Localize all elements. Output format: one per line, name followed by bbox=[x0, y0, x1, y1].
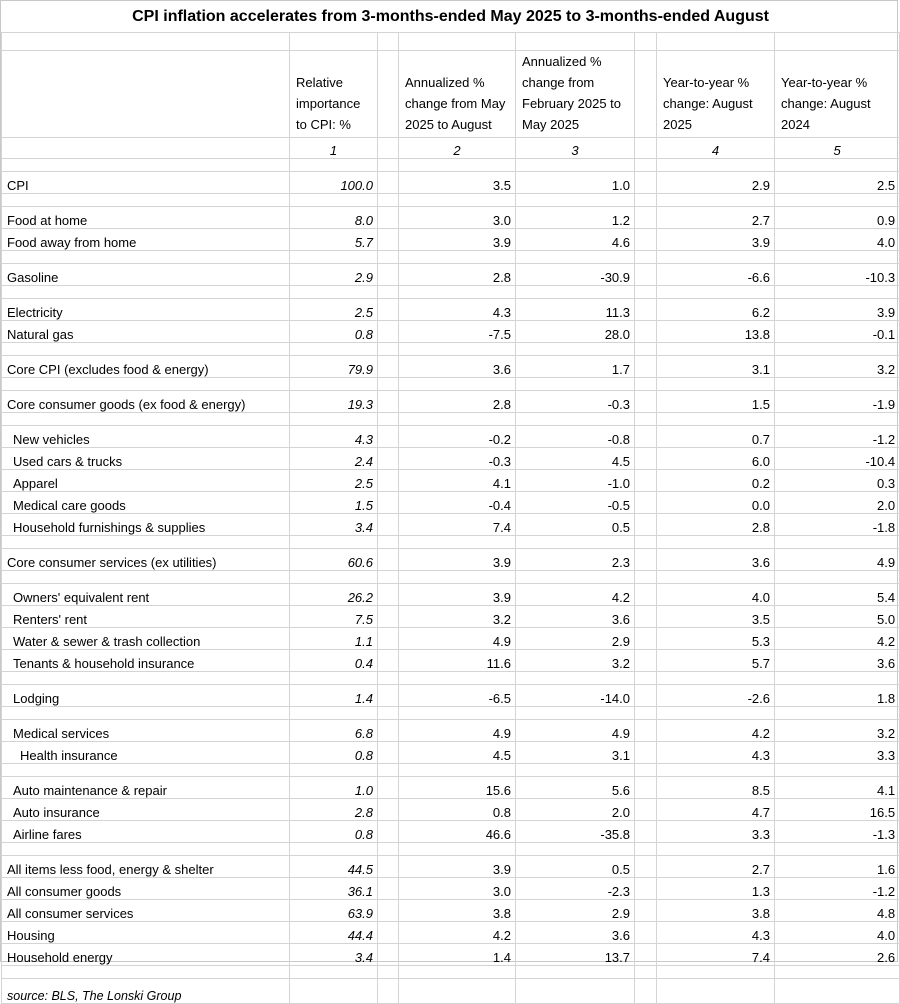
yoy-aug-2025-cell: 6.0 bbox=[657, 448, 775, 470]
annualized-feb-may-cell: 4.5 bbox=[516, 448, 635, 470]
yoy-aug-2025-cell: -6.6 bbox=[657, 264, 775, 286]
relative-importance-cell: 1.4 bbox=[290, 685, 378, 707]
yoy-aug-2024-cell: 4.0 bbox=[775, 229, 900, 251]
yoy-aug-2024-cell: 2.0 bbox=[775, 492, 900, 514]
relative-importance-cell: 4.3 bbox=[290, 426, 378, 448]
row-label: CPI bbox=[2, 172, 290, 194]
relative-importance-cell: 6.8 bbox=[290, 720, 378, 742]
annualized-may-aug-cell: 11.6 bbox=[399, 650, 516, 672]
yoy-aug-2024-cell: 0.9 bbox=[775, 207, 900, 229]
table-row bbox=[2, 742, 900, 764]
spacer-row bbox=[2, 413, 900, 426]
relative-importance-cell: 26.2 bbox=[290, 584, 378, 606]
annualized-feb-may-cell: -14.0 bbox=[516, 685, 635, 707]
annualized-feb-may-cell: 4.9 bbox=[516, 720, 635, 742]
yoy-aug-2025-cell: 6.2 bbox=[657, 299, 775, 321]
column-number: 2 bbox=[399, 138, 516, 159]
table-row bbox=[2, 514, 900, 536]
annualized-may-aug-cell: 3.0 bbox=[399, 207, 516, 229]
yoy-aug-2024-cell: -1.8 bbox=[775, 514, 900, 536]
row-label: Tenants & household insurance bbox=[2, 650, 290, 672]
relative-importance-cell: 44.4 bbox=[290, 922, 378, 944]
annualized-feb-may-cell: 1.0 bbox=[516, 172, 635, 194]
table-row bbox=[2, 229, 900, 251]
annualized-may-aug-cell: 3.2 bbox=[399, 606, 516, 628]
table-row bbox=[2, 856, 900, 878]
yoy-aug-2024-cell: 1.8 bbox=[775, 685, 900, 707]
annualized-feb-may-cell: 11.3 bbox=[516, 299, 635, 321]
annualized-feb-may-cell: 5.6 bbox=[516, 777, 635, 799]
annualized-may-aug-cell: -7.5 bbox=[399, 321, 516, 343]
yoy-aug-2024-cell: 3.6 bbox=[775, 650, 900, 672]
title-row bbox=[2, 1, 900, 33]
row-label: All consumer goods bbox=[2, 878, 290, 900]
yoy-aug-2024-cell: 3.2 bbox=[775, 720, 900, 742]
relative-importance-cell: 60.6 bbox=[290, 549, 378, 571]
relative-importance-cell: 63.9 bbox=[290, 900, 378, 922]
annualized-may-aug-cell: 2.8 bbox=[399, 391, 516, 413]
source-row bbox=[2, 979, 900, 1004]
yoy-aug-2024-cell: 3.3 bbox=[775, 742, 900, 764]
spacer-row bbox=[2, 571, 900, 584]
relative-importance-cell: 44.5 bbox=[290, 856, 378, 878]
relative-importance-cell: 8.0 bbox=[290, 207, 378, 229]
yoy-aug-2025-cell: 3.5 bbox=[657, 606, 775, 628]
annualized-may-aug-cell: 2.8 bbox=[399, 264, 516, 286]
header-yoy-aug-2025: Year-to-year % change: August 2025 bbox=[657, 51, 775, 138]
annualized-feb-may-cell: 3.2 bbox=[516, 650, 635, 672]
annualized-may-aug-cell: 3.5 bbox=[399, 172, 516, 194]
annualized-feb-may-cell: -0.3 bbox=[516, 391, 635, 413]
yoy-aug-2025-cell: 2.9 bbox=[657, 172, 775, 194]
annualized-may-aug-cell: 4.9 bbox=[399, 720, 516, 742]
annualized-may-aug-cell: 3.9 bbox=[399, 229, 516, 251]
annualized-feb-may-cell: 1.7 bbox=[516, 356, 635, 378]
table-row bbox=[2, 264, 900, 286]
row-label: Medical services bbox=[2, 720, 290, 742]
yoy-aug-2024-cell: 2.6 bbox=[775, 944, 900, 966]
yoy-aug-2025-cell: 4.0 bbox=[657, 584, 775, 606]
annualized-feb-may-cell: 13.7 bbox=[516, 944, 635, 966]
table-row bbox=[2, 492, 900, 514]
column-number: 1 bbox=[290, 138, 378, 159]
annualized-may-aug-cell: 3.0 bbox=[399, 878, 516, 900]
table-row bbox=[2, 207, 900, 229]
source-note: source: BLS, The Lonski Group bbox=[2, 979, 290, 1004]
spacer-row bbox=[2, 966, 900, 979]
annualized-may-aug-cell: 4.2 bbox=[399, 922, 516, 944]
yoy-aug-2024-cell: 3.9 bbox=[775, 299, 900, 321]
yoy-aug-2025-cell: 2.7 bbox=[657, 207, 775, 229]
relative-importance-cell: 2.9 bbox=[290, 264, 378, 286]
spacer-row bbox=[2, 843, 900, 856]
relative-importance-cell: 1.0 bbox=[290, 777, 378, 799]
column-number: 4 bbox=[657, 138, 775, 159]
table-row bbox=[2, 606, 900, 628]
relative-importance-cell: 1.1 bbox=[290, 628, 378, 650]
yoy-aug-2024-cell: 4.2 bbox=[775, 628, 900, 650]
table-row bbox=[2, 172, 900, 194]
table-row bbox=[2, 900, 900, 922]
row-label: Natural gas bbox=[2, 321, 290, 343]
table-row bbox=[2, 685, 900, 707]
yoy-aug-2024-cell: 5.0 bbox=[775, 606, 900, 628]
yoy-aug-2024-cell: -1.3 bbox=[775, 821, 900, 843]
spacer-row bbox=[2, 536, 900, 549]
annualized-feb-may-cell: 3.6 bbox=[516, 606, 635, 628]
annualized-feb-may-cell: -2.3 bbox=[516, 878, 635, 900]
table-row bbox=[2, 448, 900, 470]
blank-row bbox=[2, 33, 900, 51]
annualized-may-aug-cell: 46.6 bbox=[399, 821, 516, 843]
annualized-feb-may-cell: 2.9 bbox=[516, 900, 635, 922]
spacer-row bbox=[2, 764, 900, 777]
annualized-feb-may-cell: -30.9 bbox=[516, 264, 635, 286]
row-label: Electricity bbox=[2, 299, 290, 321]
row-label: Water & sewer & trash collection bbox=[2, 628, 290, 650]
spacer-row bbox=[2, 159, 900, 172]
annualized-feb-may-cell: -1.0 bbox=[516, 470, 635, 492]
yoy-aug-2024-cell: 5.4 bbox=[775, 584, 900, 606]
header-annualized-may-aug: Annualized % change from May 2025 to August bbox=[399, 51, 516, 138]
yoy-aug-2025-cell: 1.3 bbox=[657, 878, 775, 900]
annualized-feb-may-cell: 2.3 bbox=[516, 549, 635, 571]
header-relative-importance: Relative importance to CPI: % bbox=[290, 51, 378, 138]
relative-importance-cell: 2.5 bbox=[290, 299, 378, 321]
table-row bbox=[2, 628, 900, 650]
table-row bbox=[2, 391, 900, 413]
yoy-aug-2024-cell: 4.0 bbox=[775, 922, 900, 944]
table-row bbox=[2, 821, 900, 843]
annualized-feb-may-cell: -35.8 bbox=[516, 821, 635, 843]
yoy-aug-2024-cell: -1.9 bbox=[775, 391, 900, 413]
annualized-may-aug-cell: 3.6 bbox=[399, 356, 516, 378]
spacer-row bbox=[2, 378, 900, 391]
relative-importance-cell: 2.5 bbox=[290, 470, 378, 492]
annualized-feb-may-cell: 3.6 bbox=[516, 922, 635, 944]
relative-importance-cell: 3.4 bbox=[290, 944, 378, 966]
annualized-may-aug-cell: 1.4 bbox=[399, 944, 516, 966]
table-row bbox=[2, 777, 900, 799]
row-label: Core CPI (excludes food & energy) bbox=[2, 356, 290, 378]
yoy-aug-2025-cell: 0.0 bbox=[657, 492, 775, 514]
header-yoy-aug-2024: Year-to-year % change: August 2024 bbox=[775, 51, 900, 138]
annualized-feb-may-cell: 4.2 bbox=[516, 584, 635, 606]
row-label: All items less food, energy & shelter bbox=[2, 856, 290, 878]
yoy-aug-2024-cell: 3.2 bbox=[775, 356, 900, 378]
table-row bbox=[2, 720, 900, 742]
yoy-aug-2025-cell: 3.6 bbox=[657, 549, 775, 571]
row-label: Renters' rent bbox=[2, 606, 290, 628]
row-label: Medical care goods bbox=[2, 492, 290, 514]
annualized-may-aug-cell: 15.6 bbox=[399, 777, 516, 799]
table-row bbox=[2, 356, 900, 378]
spacer-row bbox=[2, 672, 900, 685]
annualized-feb-may-cell: 28.0 bbox=[516, 321, 635, 343]
table-row bbox=[2, 426, 900, 448]
yoy-aug-2025-cell: 5.7 bbox=[657, 650, 775, 672]
yoy-aug-2025-cell: 7.4 bbox=[657, 944, 775, 966]
relative-importance-cell: 7.5 bbox=[290, 606, 378, 628]
annualized-may-aug-cell: 0.8 bbox=[399, 799, 516, 821]
yoy-aug-2024-cell: 4.1 bbox=[775, 777, 900, 799]
yoy-aug-2024-cell: 4.8 bbox=[775, 900, 900, 922]
yoy-aug-2024-cell: -1.2 bbox=[775, 878, 900, 900]
yoy-aug-2024-cell: -0.1 bbox=[775, 321, 900, 343]
yoy-aug-2025-cell: 0.2 bbox=[657, 470, 775, 492]
yoy-aug-2025-cell: -2.6 bbox=[657, 685, 775, 707]
spacer-row bbox=[2, 194, 900, 207]
spacer-row bbox=[2, 707, 900, 720]
annualized-may-aug-cell: 3.9 bbox=[399, 856, 516, 878]
yoy-aug-2024-cell: 2.5 bbox=[775, 172, 900, 194]
yoy-aug-2024-cell: 16.5 bbox=[775, 799, 900, 821]
table-row bbox=[2, 470, 900, 492]
table-row bbox=[2, 799, 900, 821]
column-number-row bbox=[2, 138, 900, 159]
yoy-aug-2024-cell: -10.4 bbox=[775, 448, 900, 470]
annualized-feb-may-cell: 0.5 bbox=[516, 514, 635, 536]
row-label: Airline fares bbox=[2, 821, 290, 843]
annualized-may-aug-cell: 3.9 bbox=[399, 584, 516, 606]
annualized-may-aug-cell: -6.5 bbox=[399, 685, 516, 707]
annualized-may-aug-cell: 3.8 bbox=[399, 900, 516, 922]
row-label: Household energy bbox=[2, 944, 290, 966]
yoy-aug-2024-cell: 1.6 bbox=[775, 856, 900, 878]
annualized-may-aug-cell: 3.9 bbox=[399, 549, 516, 571]
annualized-feb-may-cell: -0.5 bbox=[516, 492, 635, 514]
annualized-feb-may-cell: 1.2 bbox=[516, 207, 635, 229]
table-row bbox=[2, 549, 900, 571]
annualized-feb-may-cell: 2.0 bbox=[516, 799, 635, 821]
annualized-feb-may-cell: 0.5 bbox=[516, 856, 635, 878]
row-label: Health insurance bbox=[2, 742, 290, 764]
table-row bbox=[2, 944, 900, 966]
relative-importance-cell: 2.4 bbox=[290, 448, 378, 470]
spacer-row bbox=[2, 343, 900, 356]
table-row bbox=[2, 878, 900, 900]
row-label: Food at home bbox=[2, 207, 290, 229]
relative-importance-cell: 5.7 bbox=[290, 229, 378, 251]
table-title: CPI inflation accelerates from 3-months-ended May 2025 to 3-months-ended August bbox=[2, 1, 900, 33]
relative-importance-cell: 0.4 bbox=[290, 650, 378, 672]
row-label: New vehicles bbox=[2, 426, 290, 448]
yoy-aug-2025-cell: 4.3 bbox=[657, 742, 775, 764]
row-label: Lodging bbox=[2, 685, 290, 707]
yoy-aug-2025-cell: 1.5 bbox=[657, 391, 775, 413]
row-label: Apparel bbox=[2, 470, 290, 492]
header-row bbox=[2, 51, 900, 138]
spacer-row bbox=[2, 286, 900, 299]
yoy-aug-2024-cell: -1.2 bbox=[775, 426, 900, 448]
table-row bbox=[2, 650, 900, 672]
annualized-feb-may-cell: 4.6 bbox=[516, 229, 635, 251]
relative-importance-cell: 1.5 bbox=[290, 492, 378, 514]
row-label: Core consumer services (ex utilities) bbox=[2, 549, 290, 571]
yoy-aug-2025-cell: 4.3 bbox=[657, 922, 775, 944]
column-number: 5 bbox=[775, 138, 900, 159]
table-row bbox=[2, 584, 900, 606]
yoy-aug-2025-cell: 2.7 bbox=[657, 856, 775, 878]
row-label: Core consumer goods (ex food & energy) bbox=[2, 391, 290, 413]
row-label: Auto maintenance & repair bbox=[2, 777, 290, 799]
relative-importance-cell: 19.3 bbox=[290, 391, 378, 413]
yoy-aug-2025-cell: 3.1 bbox=[657, 356, 775, 378]
relative-importance-cell: 0.8 bbox=[290, 821, 378, 843]
yoy-aug-2025-cell: 4.7 bbox=[657, 799, 775, 821]
cpi-table bbox=[1, 1, 900, 1004]
yoy-aug-2024-cell: 0.3 bbox=[775, 470, 900, 492]
annualized-feb-may-cell: -0.8 bbox=[516, 426, 635, 448]
yoy-aug-2025-cell: 3.3 bbox=[657, 821, 775, 843]
yoy-aug-2024-cell: -10.3 bbox=[775, 264, 900, 286]
table-row bbox=[2, 299, 900, 321]
annualized-may-aug-cell: 7.4 bbox=[399, 514, 516, 536]
table-row bbox=[2, 321, 900, 343]
annualized-may-aug-cell: -0.4 bbox=[399, 492, 516, 514]
yoy-aug-2025-cell: 8.5 bbox=[657, 777, 775, 799]
annualized-may-aug-cell: -0.3 bbox=[399, 448, 516, 470]
annualized-feb-may-cell: 3.1 bbox=[516, 742, 635, 764]
row-label: Used cars & trucks bbox=[2, 448, 290, 470]
annualized-may-aug-cell: -0.2 bbox=[399, 426, 516, 448]
annualized-may-aug-cell: 4.1 bbox=[399, 470, 516, 492]
yoy-aug-2025-cell: 3.9 bbox=[657, 229, 775, 251]
relative-importance-cell: 36.1 bbox=[290, 878, 378, 900]
row-label: Owners' equivalent rent bbox=[2, 584, 290, 606]
annualized-feb-may-cell: 2.9 bbox=[516, 628, 635, 650]
row-label: Housing bbox=[2, 922, 290, 944]
yoy-aug-2025-cell: 0.7 bbox=[657, 426, 775, 448]
annualized-may-aug-cell: 4.5 bbox=[399, 742, 516, 764]
row-label: All consumer services bbox=[2, 900, 290, 922]
row-label: Household furnishings & supplies bbox=[2, 514, 290, 536]
yoy-aug-2025-cell: 13.8 bbox=[657, 321, 775, 343]
table-row bbox=[2, 922, 900, 944]
row-label: Gasoline bbox=[2, 264, 290, 286]
annualized-may-aug-cell: 4.3 bbox=[399, 299, 516, 321]
relative-importance-cell: 79.9 bbox=[290, 356, 378, 378]
row-label: Food away from home bbox=[2, 229, 290, 251]
spacer-row bbox=[2, 251, 900, 264]
yoy-aug-2025-cell: 5.3 bbox=[657, 628, 775, 650]
column-number: 3 bbox=[516, 138, 635, 159]
relative-importance-cell: 3.4 bbox=[290, 514, 378, 536]
header-annualized-feb-may: Annualized % change from February 2025 to May 2025 bbox=[516, 51, 635, 138]
yoy-aug-2025-cell: 3.8 bbox=[657, 900, 775, 922]
relative-importance-cell: 0.8 bbox=[290, 321, 378, 343]
yoy-aug-2025-cell: 2.8 bbox=[657, 514, 775, 536]
yoy-aug-2025-cell: 4.2 bbox=[657, 720, 775, 742]
relative-importance-cell: 0.8 bbox=[290, 742, 378, 764]
row-label: Auto insurance bbox=[2, 799, 290, 821]
annualized-may-aug-cell: 4.9 bbox=[399, 628, 516, 650]
yoy-aug-2024-cell: 4.9 bbox=[775, 549, 900, 571]
relative-importance-cell: 100.0 bbox=[290, 172, 378, 194]
relative-importance-cell: 2.8 bbox=[290, 799, 378, 821]
